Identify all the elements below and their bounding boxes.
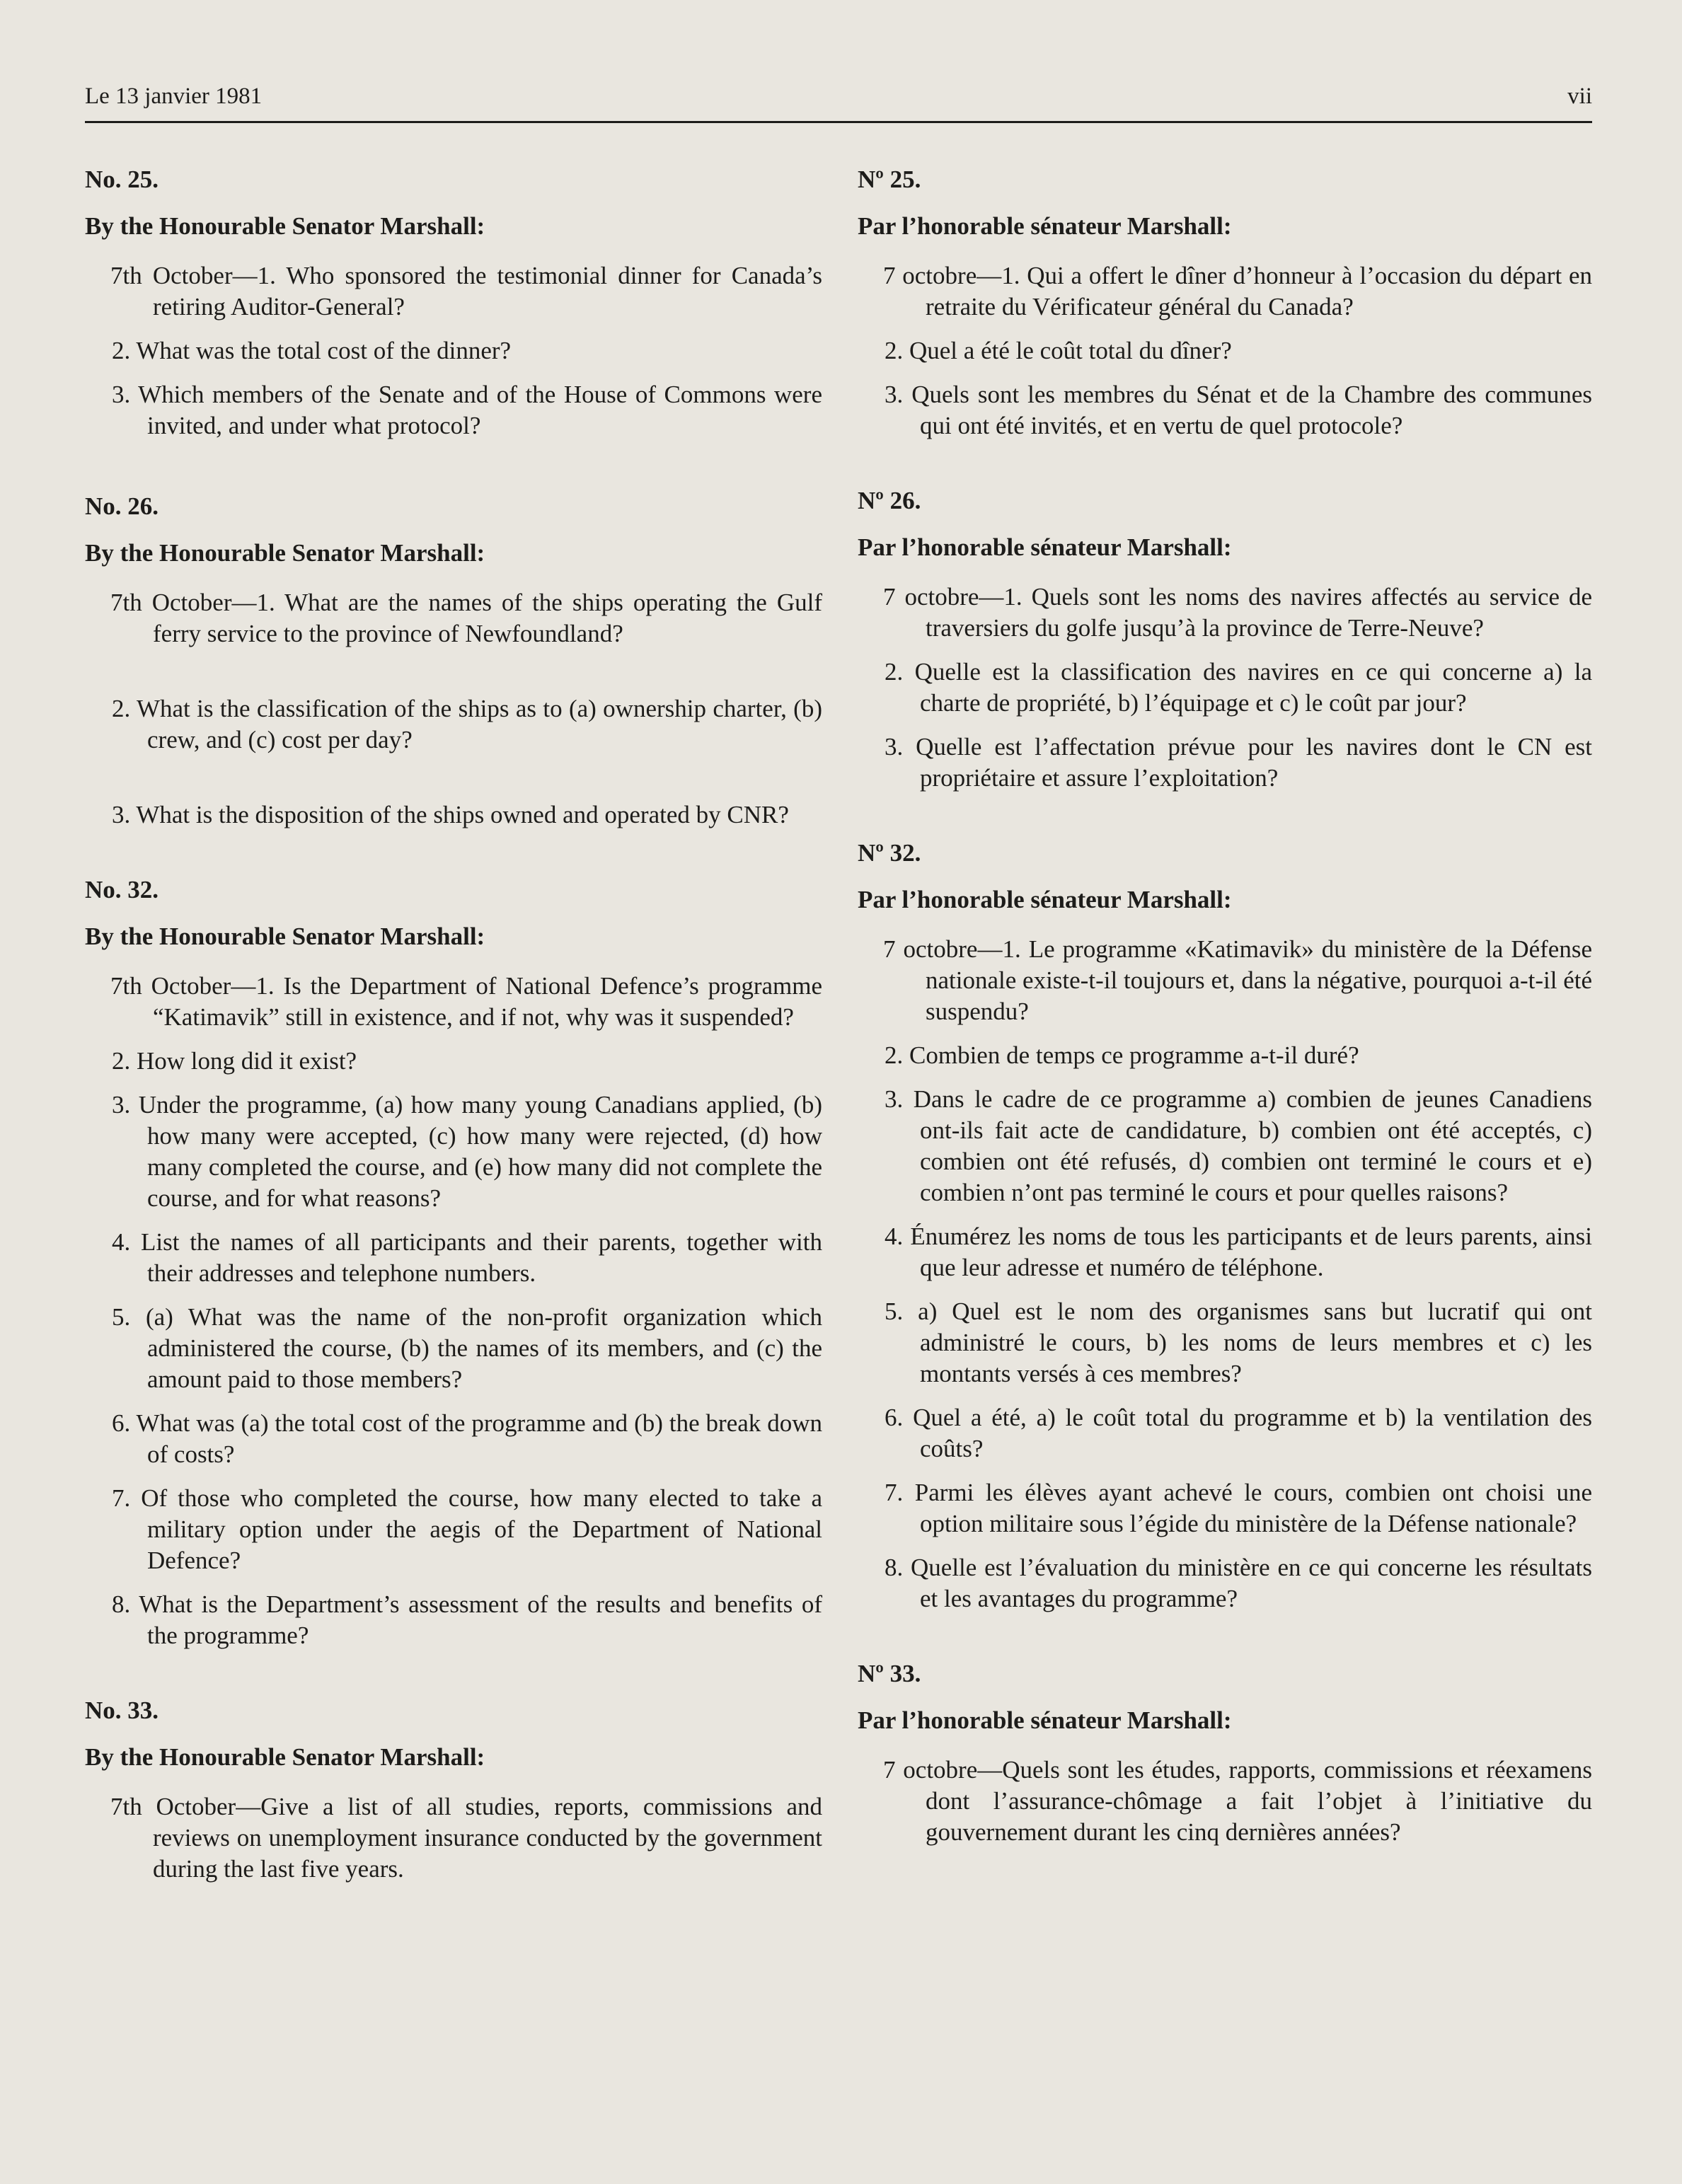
question-item: 4. List the names of all participants and their parents, together with their addresses and telephone numbers. bbox=[112, 1228, 822, 1287]
question-byline: Par l’honorable sénateur Marshall: bbox=[858, 533, 1232, 561]
running-header bbox=[85, 83, 1592, 123]
question-item: 2. What is the classification of the ships as to (a) ownership charter, (b) crew, and (c) cost per day? bbox=[112, 695, 822, 753]
question-number: No. 26. bbox=[85, 492, 159, 520]
question-item: 3. Under the programme, (a) how many young Canadians applied, (b) how many were accepted, (c) how many were rejected, (d) how many completed the course, and (e) how many did not complete the course, and for what reasons? bbox=[112, 1091, 822, 1212]
question-byline: By the Honourable Senator Marshall: bbox=[85, 212, 485, 240]
question-byline: Par l’honorable sénateur Marshall: bbox=[858, 886, 1232, 913]
question-item: 7 octobre—1. Le programme «Katimavik» du ministère de la Défense nationale existe-t-il toujours et, dans la négative, pourquoi a-t-il été suspendu? bbox=[883, 935, 1592, 1025]
question-number: No. 32. bbox=[85, 876, 159, 903]
question-number: Nº 32. bbox=[858, 839, 921, 867]
header-rule bbox=[85, 121, 1592, 123]
question-item: 6. Quel a été, a) le coût total du programme et b) la ventilation des coûts? bbox=[885, 1404, 1592, 1462]
question-number: Nº 26. bbox=[858, 487, 921, 514]
header-page-number: vii bbox=[1567, 83, 1592, 109]
header-date: Le 13 janvier 1981 bbox=[85, 83, 263, 109]
question-32-en bbox=[85, 874, 822, 1651]
question-item: 8. Quelle est l’évaluation du ministère en ce qui concerne les résultats et les avantages du programme? bbox=[885, 1554, 1592, 1612]
french-column bbox=[858, 164, 1592, 1861]
question-26-en bbox=[85, 491, 822, 831]
question-item: 7 octobre—1. Qui a offert le dîner d’honneur à l’occasion du départ en retraite du Vérificateur général du Canada? bbox=[883, 262, 1592, 320]
question-byline: By the Honourable Senator Marshall: bbox=[85, 539, 485, 567]
question-item: 5. (a) What was the name of the non-profit organization which administered the course, (b) the names of its members, and (c) the amount paid to those members? bbox=[112, 1303, 822, 1393]
question-item: 7th October—1. Who sponsored the testimonial dinner for Canada’s retiring Auditor-General? bbox=[110, 262, 822, 320]
question-item: 3. Dans le cadre de ce programme a) combien de jeunes Canadiens ont-ils fait acte de candidature, b) combien ont été acceptés, c) combien ont été refusés, d) combien ont terminé le cours et e) combien n’ont pas terminé le cours et pour quelles raisons? bbox=[885, 1085, 1592, 1206]
question-item: 2. Combien de temps ce programme a-t-il duré? bbox=[885, 1041, 1359, 1069]
question-item: 3. Quels sont les membres du Sénat et de la Chambre des communes qui ont été invités, et en vertu de quel protocole? bbox=[885, 381, 1592, 439]
question-33-en bbox=[85, 1695, 822, 1885]
question-number: Nº 25. bbox=[858, 166, 921, 193]
question-item: 6. What was (a) the total cost of the programme and (b) the break down of costs? bbox=[112, 1409, 822, 1468]
question-item: 5. a) Quel est le nom des organismes sans but lucratif qui ont administré le cours, b) les noms de leurs membres et c) les montants versés à ces membres? bbox=[885, 1298, 1592, 1387]
english-column bbox=[85, 164, 822, 1897]
question-item: 3. Which members of the Senate and of the House of Commons were invited, and under what protocol? bbox=[112, 381, 822, 439]
question-item: 7 octobre—1. Quels sont les noms des navires affectés au service de traversiers du golfe jusqu’à la province de Terre-Neuve? bbox=[883, 583, 1592, 642]
question-26-fr bbox=[858, 485, 1592, 794]
question-number: No. 33. bbox=[85, 1697, 159, 1724]
question-item: 7. Of those who completed the course, how many elected to take a military option under the aegis of the Department of National Defence? bbox=[112, 1484, 822, 1574]
question-item: 2. Quel a été le coût total du dîner? bbox=[885, 337, 1232, 364]
question-item: 2. What was the total cost of the dinner? bbox=[112, 337, 512, 364]
question-byline: By the Honourable Senator Marshall: bbox=[85, 923, 485, 950]
question-25-fr bbox=[858, 164, 1592, 441]
question-byline: Par l’honorable sénateur Marshall: bbox=[858, 1706, 1232, 1734]
question-item: 7 octobre—Quels sont les études, rapports, commissions et réexamens dont l’assurance-chômage a fait l’objet à l’initiative du gouvernement durant les cinq dernières années? bbox=[883, 1756, 1592, 1846]
question-item: 3. What is the disposition of the ships owned and operated by CNR? bbox=[112, 801, 789, 828]
question-25-en bbox=[85, 164, 822, 441]
question-item: 7th October—1. Is the Department of National Defence’s programme “Katimavik” still in existence, and if not, why was it suspended? bbox=[110, 972, 822, 1031]
question-item: 2. Quelle est la classification des navires en ce qui concerne a) la charte de propriété, b) l’équipage et c) le coût par jour? bbox=[885, 658, 1592, 717]
question-item: 7. Parmi les élèves ayant achevé le cours, combien ont choisi une option militaire sous l’égide du ministère de la Défense nationale? bbox=[885, 1479, 1592, 1537]
question-item: 7th October—1. What are the names of the ships operating the Gulf ferry service to the province of Newfoundland? bbox=[110, 589, 822, 647]
question-byline: Par l’honorable sénateur Marshall: bbox=[858, 212, 1232, 240]
question-item: 3. Quelle est l’affectation prévue pour les navires dont le CN est propriétaire et assure l’exploitation? bbox=[885, 733, 1592, 792]
question-number: No. 25. bbox=[85, 166, 159, 193]
question-byline: By the Honourable Senator Marshall: bbox=[85, 1743, 485, 1771]
question-item: 8. What is the Department’s assessment of the results and benefits of the programme? bbox=[112, 1590, 822, 1649]
question-33-fr bbox=[858, 1658, 1592, 1848]
question-32-fr bbox=[858, 838, 1592, 1614]
question-item: 4. Énumérez les noms de tous les participants et de leurs parents, ainsi que leur adresse et numéro de téléphone. bbox=[885, 1223, 1592, 1281]
question-item: 7th October—Give a list of all studies, reports, commissions and reviews on unemployment insurance conducted by the government during the last five years. bbox=[110, 1793, 822, 1883]
question-item: 2. How long did it exist? bbox=[112, 1047, 357, 1075]
question-number: Nº 33. bbox=[858, 1660, 921, 1687]
